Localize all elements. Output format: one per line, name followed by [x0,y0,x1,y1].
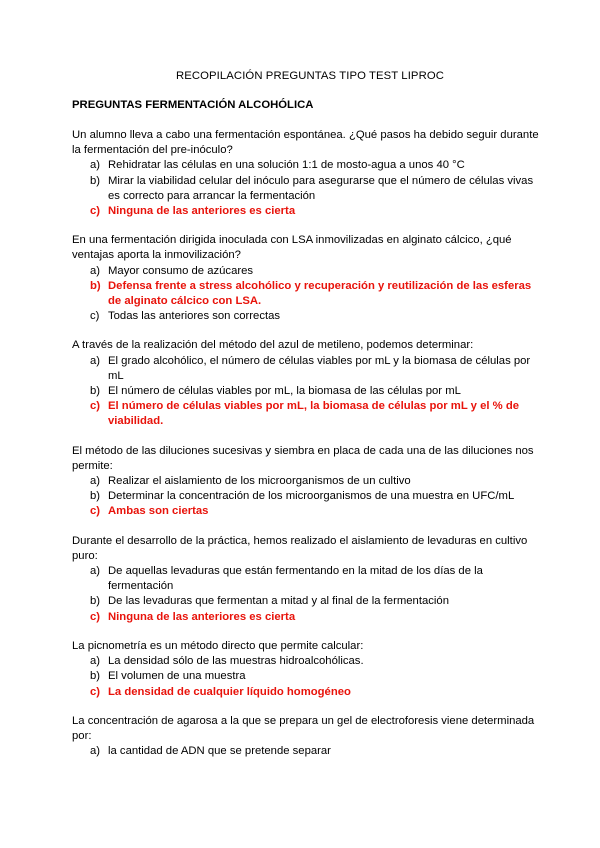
option-letter: b) [90,385,101,398]
option-letter: b) [90,174,101,187]
option-text: El volumen de una muestra [108,670,246,683]
option-text: El número de células viables por mL, la biomasa de células por mL y el % de viabilidad. [108,400,520,428]
question-text: En una fermentación dirigida inoculada con LSA inmovilizadas en alginato cálcico, ¿qué ventajas aporta la inmovilización? [72,234,512,262]
option-text: El número de células viables por mL, la biomasa de las células por mL [108,385,461,398]
option-text: El grado alcohólico, el número de células viables por mL y la biomasa de células por mL [108,354,531,382]
option-letter: a) [90,475,101,488]
question-3 [72,338,540,429]
answer-option-b [72,489,540,504]
option-text: Todas las anteriores son correctas [108,310,281,323]
answer-option-b [72,594,540,609]
option-letter: a) [90,159,101,172]
option-letter: a) [90,655,101,668]
question-7 [72,714,540,760]
option-letter: c) [90,505,101,518]
option-text: De las levaduras que fermentan a mitad y al final de la fermentación [108,595,449,608]
option-text: La densidad sólo de las muestras hidroalcohólicas. [108,655,364,668]
option-text: Mirar la viabilidad celular del inóculo para asegurarse que el número de células vivas es correcto para arrancar la fermentación [108,174,534,202]
option-letter: c) [90,310,100,323]
option-letter: b) [90,670,101,683]
question-text: La concentración de agarosa a la que se prepara un gel de electroforesis viene determinada por: [72,714,535,742]
answer-options [72,744,540,759]
question-text: El método de las diluciones sucesivas y siembra en placa de cada una de las diluciones nos permite: [72,444,534,472]
option-text: Mayor consumo de azúcares [108,264,254,277]
answer-options [72,654,540,700]
answer-options [72,564,540,625]
option-text: Ninguna de las anteriores es cierta [108,610,296,623]
answer-option-a [72,158,540,173]
option-letter: c) [90,205,101,218]
question-2 [72,233,540,324]
option-letter: c) [90,610,101,623]
question-1 [72,128,540,219]
option-text: De aquellas levaduras que están fermentando en la mitad de los días de la fermentación [108,565,483,593]
option-letter: c) [90,400,101,413]
answer-option-a [72,744,540,759]
answer-option-c-correct [72,504,540,519]
answer-options [72,354,540,430]
answer-option-b [72,174,540,204]
answer-option-c-correct [72,204,540,219]
answer-option-b [72,669,540,684]
question-text: A través de la realización del método del azul de metileno, podemos determinar: [72,339,474,352]
answer-option-a [72,564,540,594]
answer-option-a [72,654,540,669]
answer-option-c [72,309,540,324]
option-letter: a) [90,745,101,758]
question-6 [72,639,540,700]
answer-option-c-correct [72,399,540,429]
answer-options [72,264,540,325]
option-text: Rehidratar las células en una solución 1:1 de mosto-agua a unos 40 °C [108,159,465,172]
question-text: Un alumno lleva a cabo una fermentación espontánea. ¿Qué pasos ha debido seguir durante la fermentación del pre-inóculo? [72,129,539,157]
option-letter: a) [90,565,101,578]
document-title: RECOPILACIÓN PREGUNTAS TIPO TEST LIPROC [176,70,444,82]
answer-option-c-correct [72,610,540,625]
answer-options [72,474,540,520]
answer-option-b-correct [72,279,540,309]
option-text: Realizar el aislamiento de los microorganismos de un cultivo [108,475,411,488]
option-text: Determinar la concentración de los microorganismos de una muestra en UFC/mL [108,490,515,503]
answer-option-b [72,384,540,399]
answer-options [72,158,540,219]
option-text: Ninguna de las anteriores es cierta [108,205,296,218]
option-letter: b) [90,490,101,503]
question-4 [72,444,540,520]
answer-option-a [72,264,540,279]
question-text: La picnometría es un método directo que permite calcular: [72,639,364,652]
option-text: la cantidad de ADN que se pretende separar [108,745,331,758]
question-text: Durante el desarrollo de la práctica, hemos realizado el aislamiento de levaduras en cultivo puro: [72,534,528,562]
section-title: PREGUNTAS FERMENTACIÓN ALCOHÓLICA [72,99,314,111]
option-letter: b) [90,595,101,608]
question-5 [72,534,540,625]
option-letter: b) [90,279,101,292]
option-letter: c) [90,685,101,698]
answer-option-a [72,354,540,384]
option-text: La densidad de cualquier líquido homogéneo [108,685,351,698]
answer-option-a [72,474,540,489]
answer-option-c-correct [72,685,540,700]
option-letter: a) [90,354,101,367]
option-letter: a) [90,264,101,277]
option-text: Defensa frente a stress alcohólico y recuperación y reutilización de las esferas de alginato cálcico con LSA. [108,279,532,308]
option-text: Ambas son ciertas [108,505,209,518]
